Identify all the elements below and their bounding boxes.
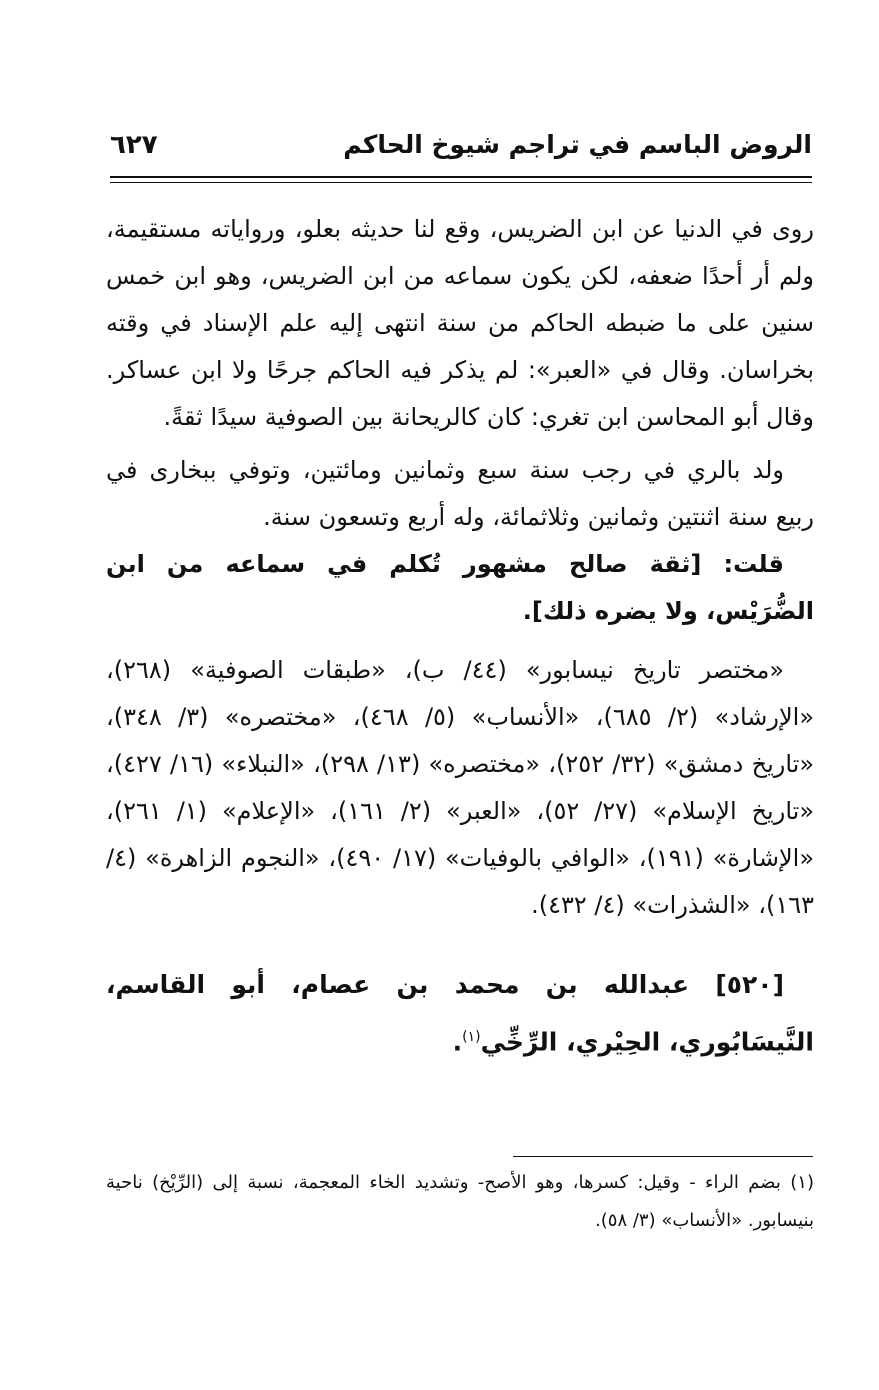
page-number: ٦٢٧ xyxy=(110,130,158,160)
sources-paragraph: «مختصر تاريخ نيسابور» (٤٤/ ب)، «طبقات الصوفية» (٢٦٨)، «الإرشاد» (٢/ ٦٨٥)، «الأنساب» (٥/ ٤٦٨)، «مختصره» (٣/ ٣٤٨)، «تاريخ دمشق» (٣٢/ ٢٥٢)، «مختصره» (١٣/ ٢٩٨)، «النبلاء» (١٦/ ٤٢٧)، «تاريخ الإسلام» (٢٧/ ٥٢)، «العبر» (٢/ ١٦١)، «الإعلام» (١/ ٢٦١)، «الإشارة» (١٩١)، «الوافي بالوفيات» (١٧/ ٤٩٠)، «النجوم الزاهرة» (٤/ ١٦٣)، «الشذرات» (٤/ ٤٣٢). xyxy=(106,656,815,919)
entry-heading-text: [٥٢٠] عبدالله بن محمد بن عصام، أبو القاسم، النَّيسَابُوري، الحِيْري، الرِّخِّي xyxy=(106,970,814,1057)
footnote-divider xyxy=(513,1156,813,1157)
header-divider xyxy=(110,176,812,183)
entry-heading-end: . xyxy=(452,1027,463,1057)
entry-heading xyxy=(106,959,814,1068)
footnote-marker[interactable]: (١) xyxy=(462,1029,481,1045)
running-header xyxy=(110,128,812,172)
header-title: الروض الباسم في تراجم شيوخ الحاكم xyxy=(343,130,812,159)
footnote-1: (١) بضم الراء - وقيل: كسرها، وهو الأصح- وتشديد الخاء المعجمة، نسبة إلى (الرِّيْخ) ناحية بنيسابور. «الأنساب» (٣/ ٥٨). xyxy=(106,1172,814,1231)
verdict-paragraph: قلت: [ثقة صالح مشهور تُكلم في سماعه من ابن الضُّرَيْس، ولا يضره ذلك]. xyxy=(106,550,814,625)
main-text xyxy=(106,206,814,1068)
biography-paragraph: روى في الدنيا عن ابن الضريس، وقع لنا حديثه بعلو، ورواياته مستقيمة، ولم أر أحدًا ضعفه، لكن يكون سماعه من ابن الضريس، وهو ابن خمس سنين على ما ضبطه الحاكم من سنة انتهى إليه علم الإسناد في وقته بخراسان. وقال في «العبر»: لم يذكر فيه الحاكم جرحًا ولا ابن عساكر. وقال أبو المحاسن ابن تغري: كان كالريحانة بين الصوفية سيدًا ثقةً. xyxy=(106,215,814,431)
footnotes xyxy=(106,1164,814,1240)
birth-death-paragraph: ولد بالري في رجب سنة سبع وثمانين ومائتين، وتوفي ببخارى في ربيع سنة اثنتين وثمانين وثلاثمائة، وله أربع وتسعون سنة. xyxy=(106,456,814,531)
